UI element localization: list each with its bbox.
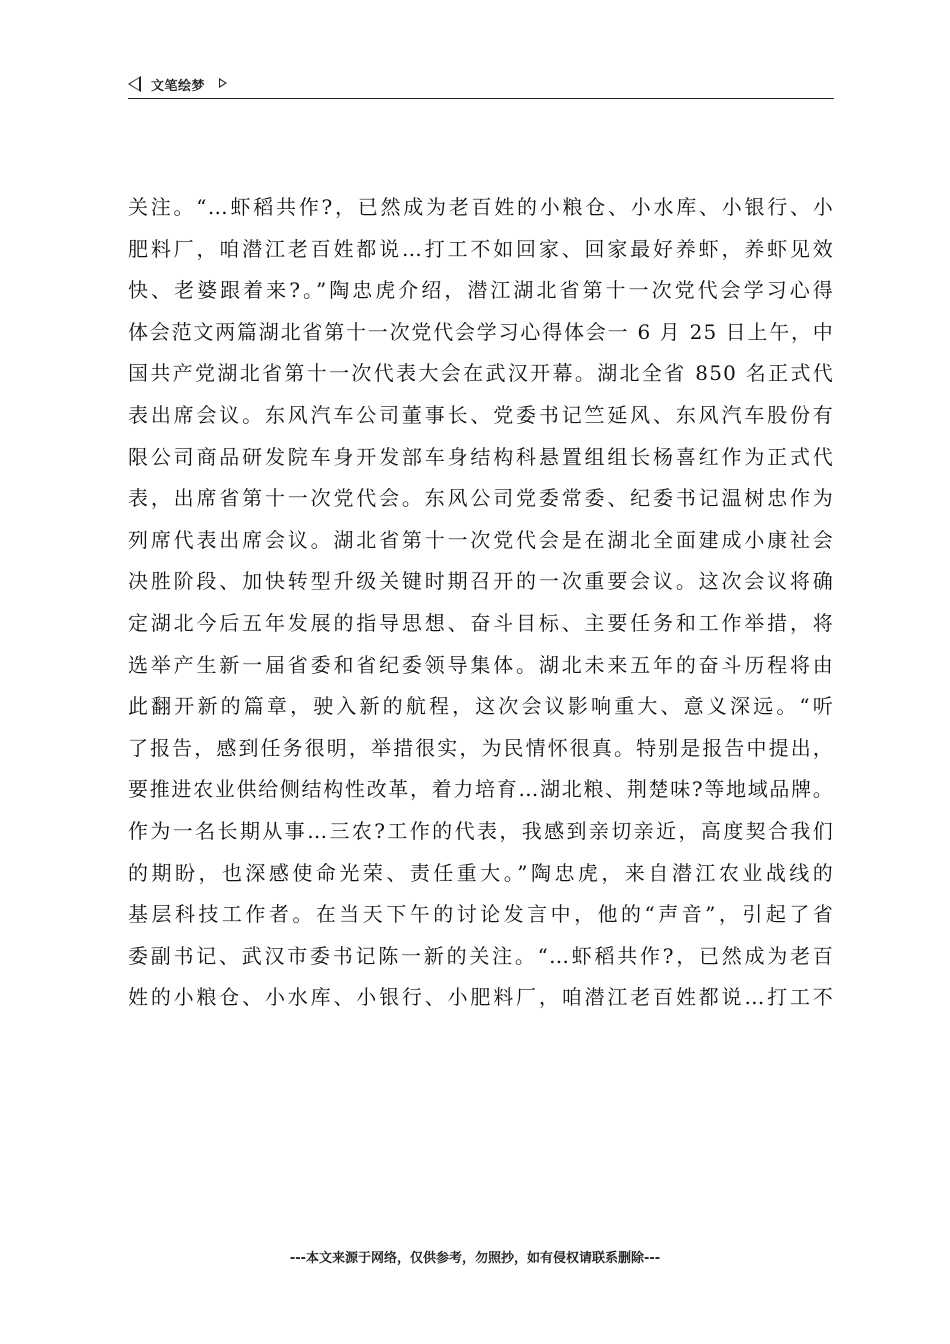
text-line: 作为一名长期从事…三农?工作的代表，我感到亲切亲近，高度契合我们 bbox=[128, 818, 834, 843]
page-header bbox=[128, 72, 834, 99]
text-line: 了报告，感到任务很明，举措很实，为民情怀很真。特别是报告中提出， bbox=[128, 735, 834, 760]
text-line: 决胜阶段、加快转型升级关键时期召开的一次重要会议。这次会议将确 bbox=[128, 569, 834, 594]
footer-disclaimer: ---本文来源于网络，仅供参考，勿照抄，如有侵权请联系删除--- bbox=[289, 1251, 661, 1266]
text-line: 国共产党湖北省第十一次代表大会在武汉开幕。湖北全省 850 名正式代 bbox=[128, 361, 834, 386]
text-line: 肥料厂，咱潜江老百姓都说…打工不如回家、回家最好养虾，养虾见效 bbox=[128, 236, 834, 261]
text-line: 委副书记、武汉市委书记陈一新的关注。“…虾稻共作?，已然成为老百 bbox=[128, 943, 834, 968]
triangle-left-icon bbox=[128, 76, 141, 92]
text-line: 列席代表出席会议。湖北省第十一次党代会是在湖北全面建成小康社会 bbox=[128, 527, 834, 552]
text-line: 此翻开新的篇章，驶入新的航程，这次会议影响重大、意义深远。“听 bbox=[128, 694, 834, 719]
triangle-right-icon bbox=[219, 78, 227, 88]
text-line: 定湖北今后五年发展的指导思想、奋斗目标、主要任务和工作举措，将 bbox=[128, 610, 834, 635]
text-line: 选举产生新一届省委和省纪委领导集体。湖北未来五年的奋斗历程将由 bbox=[128, 652, 834, 677]
text-line: 的期盼，也深感使命光荣、责任重大。”陶忠虎，来自潜江农业战线的 bbox=[128, 860, 834, 885]
text-line: 姓的小粮仓、小水库、小银行、小肥料厂，咱潜江老百姓都说…打工不 bbox=[128, 985, 834, 1010]
text-line: 快、老婆跟着来?。”陶忠虎介绍，潜江湖北省第十一次党代会学习心得 bbox=[128, 278, 834, 303]
text-line: 限公司商品研发院车身开发部车身结构科悬置组组长杨喜红作为正式代 bbox=[128, 444, 834, 469]
text-line: 基层科技工作者。在当天下午的讨论发言中，他的“声音”，引起了省 bbox=[128, 902, 834, 927]
text-line: 表出席会议。东风汽车公司董事长、党委书记竺延风、东风汽车股份有 bbox=[128, 402, 834, 427]
text-line: 体会范文两篇湖北省第十一次党代会学习心得体会一 6 月 25 日上午，中 bbox=[128, 319, 834, 344]
text-line: 要推进农业供给侧结构性改革，着力培育…湖北粮、荆楚味?等地域品牌。 bbox=[128, 777, 834, 802]
header-title: 文笔绘梦 bbox=[151, 79, 206, 94]
body-text bbox=[128, 187, 834, 1019]
text-line: 表，出席省第十一次党代会。东风公司党委常委、纪委书记温树忠作为 bbox=[128, 486, 834, 511]
text-line: 关注。“…虾稻共作?，已然成为老百姓的小粮仓、小水库、小银行、小 bbox=[128, 195, 834, 219]
